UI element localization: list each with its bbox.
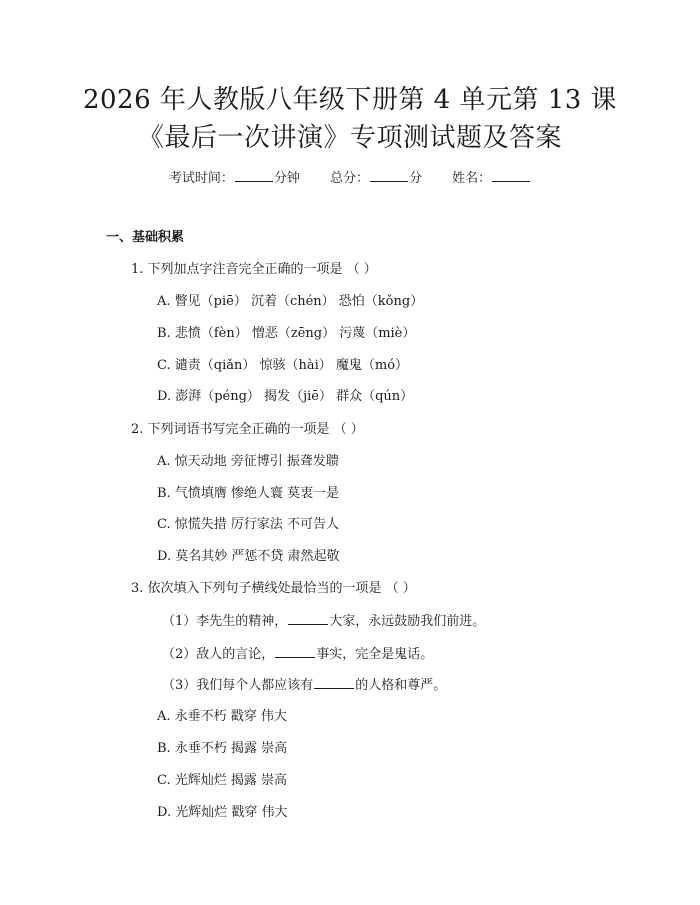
sentence-3-after: 的人格和尊严。	[355, 678, 447, 693]
document-title-line-1: 2026 年人教版八年级下册第 4 单元第 13 课	[82, 85, 618, 115]
question-2-option-c: C. 惊慌失措 厉行家法 不可告人	[157, 517, 340, 532]
question-1-option-a: A. 瞥见（piē） 沉着（chén） 恐怕（kǒng）	[157, 294, 424, 309]
sentence-2-after: 事实，完全是鬼话。	[316, 647, 434, 662]
question-3-sentence-2	[162, 645, 433, 664]
exam-time-blank	[235, 169, 273, 182]
question-3-option-d: D. 光辉灿烂 戳穿 伟大	[157, 805, 288, 820]
question-3-option-c: C. 光辉灿烂 揭露 崇高	[157, 773, 288, 788]
sentence-3-before: （3）我们每个人都应该有	[162, 678, 314, 693]
question-3-sentence-1	[162, 612, 485, 631]
total-score-blank	[370, 169, 408, 182]
question-3-option-b: B. 永垂不朽 揭露 崇高	[157, 741, 288, 756]
student-name-blank	[492, 169, 530, 182]
total-score-unit: 分	[409, 171, 423, 186]
document-title-line-2: 《最后一次讲演》专项测试题及答案	[137, 123, 562, 153]
question-3-option-a: A. 永垂不朽 戳穿 伟大	[157, 709, 287, 724]
student-name	[452, 169, 531, 188]
question-3-sentence-3	[162, 676, 446, 695]
exam-time-label: 考试时间：	[168, 171, 234, 186]
question-2-stem: 2. 下列词语书写完全正确的一项是 （ ）	[131, 422, 364, 437]
exam-info-row	[0, 169, 700, 188]
sentence-3-blank	[314, 676, 354, 689]
total-score	[330, 169, 422, 188]
sentence-2-blank	[275, 645, 315, 658]
question-1-option-b: B. 悲愤（fèn） 憎恶（zēng） 污蔑（miè）	[157, 326, 416, 341]
sentence-2-before: （2）敌人的言论，	[162, 647, 275, 662]
sentence-1-after: 大家，永远鼓励我们前进。	[329, 614, 486, 629]
question-1-option-d: D. 澎湃（péng） 揭发（jiē） 群众（qún）	[157, 389, 414, 404]
question-2-option-b: B. 气愤填膺 惨绝人寰 莫衷一是	[157, 486, 340, 501]
section-heading-basics: 一、基础积累	[106, 230, 185, 245]
question-1-option-c: C. 谴责（qiǎn） 惊骇（hài） 魔鬼（mó）	[157, 358, 409, 373]
total-score-label: 总分：	[329, 171, 369, 186]
question-2-option-d: D. 莫名其妙 严惩不贷 肃然起敬	[157, 549, 340, 564]
exam-time	[169, 169, 300, 188]
student-name-label: 姓名：	[452, 171, 492, 186]
exam-time-unit: 分钟	[273, 171, 300, 186]
sentence-1-before: （1）李先生的精神，	[162, 614, 288, 629]
question-2-option-a: A. 惊天动地 旁征博引 振聋发聩	[157, 454, 339, 469]
sentence-1-blank	[288, 612, 328, 625]
question-1-stem: 1. 下列加点字注音完全正确的一项是 （ ）	[131, 262, 377, 277]
question-3-stem: 3. 依次填入下列句子横线处最恰当的一项是 （ ）	[131, 581, 416, 596]
